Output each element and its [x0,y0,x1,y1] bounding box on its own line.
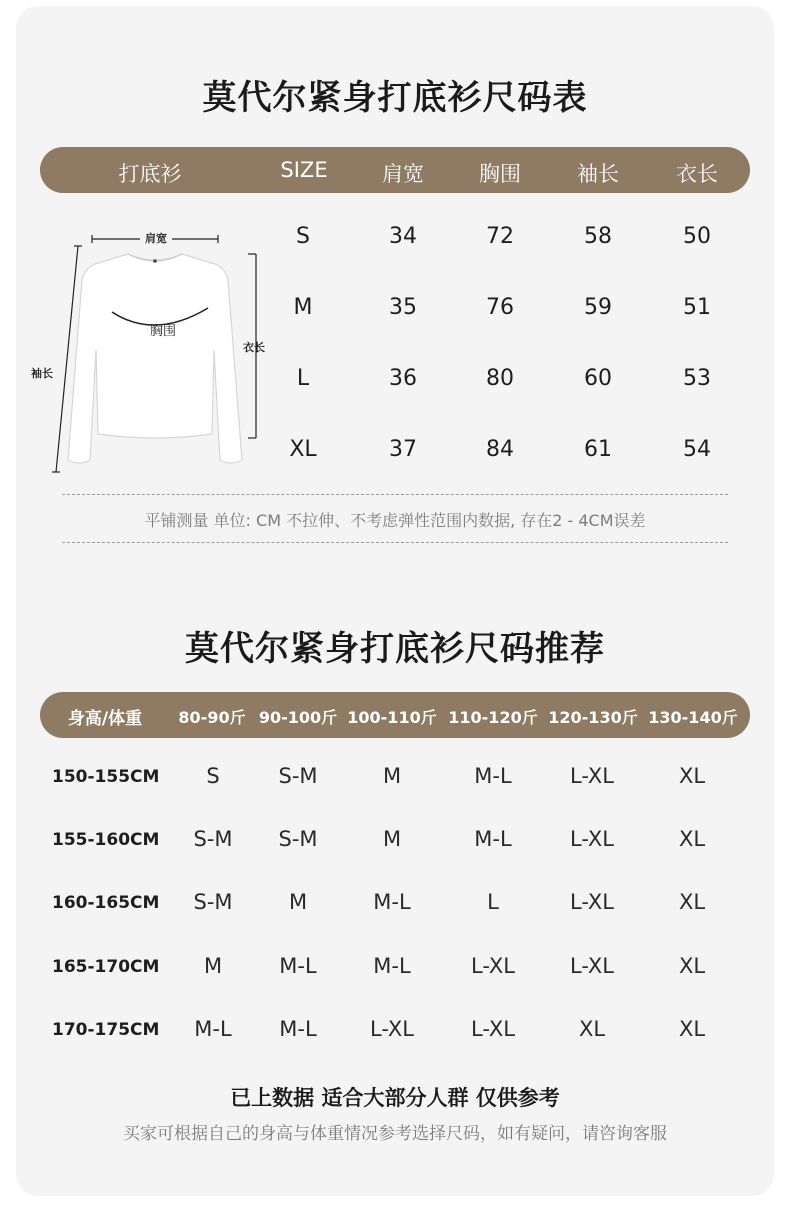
size-cell: XL [578,1017,606,1041]
size-cell: L-XL [570,827,614,851]
header-chest: 胸围 [479,162,521,186]
chest-value: 80 [486,366,514,391]
footer-disclaimer: 已上数据 适合大部分人群 仅供参考 [230,1086,560,1110]
height-label: 150-155CM [52,767,160,787]
footer-advice: 买家可根据自己的身高与体重情况参考选择尺码，如有疑问，请咨询客服 [123,1124,667,1144]
size-cell: M [382,827,402,851]
header-garment: 打底衫 [118,162,182,186]
chest-value: 84 [486,437,514,462]
header-weight: 110-120斤 [448,708,538,727]
size-value: L [296,366,310,391]
size-cell: L-XL [370,1017,414,1041]
height-label: 170-175CM [52,1020,160,1040]
size-cell: L-XL [471,1017,515,1041]
measurement-note: 平铺测量 单位: CM 不拉伸、不考虑弹性范围内数据, 存在2 - 4CM误差 [144,511,646,530]
header-weight: 90-100斤 [258,708,338,727]
size-cell: L [487,890,499,914]
size-cell: XL [678,954,706,978]
sleeve-value: 59 [584,295,612,320]
size-cell: XL [678,1017,706,1041]
size-cell: XL [678,827,706,851]
size-cell: XL [678,764,706,788]
size-cell: S [206,764,220,788]
size-cell: XL [678,890,706,914]
header-length: 衣长 [676,162,718,186]
size-value: XL [289,437,317,462]
height-label: 160-165CM [52,893,160,913]
length-value: 53 [683,366,711,391]
height-label: 165-170CM [52,957,160,977]
garment-diagram [20,220,282,480]
size-cell: M [203,954,223,978]
size-cell: M-L [474,827,512,851]
height-label: 155-160CM [52,830,160,850]
size-cell: M-L [279,954,317,978]
shoulder-label: 肩宽 [145,232,167,245]
size-cell: M-L [279,1017,317,1041]
header-weight: 120-130斤 [548,708,638,727]
header-height-weight: 身高/体重 [67,709,143,729]
size-cell: S-M [193,890,233,914]
shoulder-value: 34 [389,224,417,249]
header-weight: 80-90斤 [178,708,246,727]
shoulder-value: 35 [389,295,417,320]
length-value: 51 [683,295,711,320]
size-cell: S-M [193,827,233,851]
header-sleeve: 袖长 [577,162,619,186]
shoulder-value: 37 [389,437,417,462]
size-cell: M-L [373,890,411,914]
size-cell: L-XL [471,954,515,978]
size-chart-header-bar [40,147,750,193]
sleeve-value: 58 [584,224,612,249]
header-shoulder: 肩宽 [382,162,424,186]
header-size: SIZE [280,158,328,182]
length-value: 54 [683,437,711,462]
size-cell: S-M [278,827,318,851]
size-cell: M-L [373,954,411,978]
recommend-title: 莫代尔紧身打底衫尺码推荐 [185,629,605,669]
chest-label: 胸围 [149,324,177,339]
length-label: 衣长 [243,341,265,354]
size-cell: L-XL [570,764,614,788]
size-chart-title: 莫代尔紧身打底衫尺码表 [202,78,588,118]
size-cell: M [382,764,402,788]
sleeve-value: 60 [584,366,612,391]
chest-value: 72 [486,224,514,249]
sleeve-value: 61 [584,437,612,462]
shoulder-value: 36 [389,366,417,391]
size-cell: L-XL [570,890,614,914]
tshirt-illustration [20,220,282,480]
recommend-header-bar [40,692,750,738]
size-cell: M-L [474,764,512,788]
size-cell: L-XL [570,954,614,978]
sleeve-label: 袖长 [31,367,53,380]
size-cell: M-L [194,1017,232,1041]
divider [62,542,728,543]
size-cell: M [288,890,308,914]
header-weight: 100-110斤 [347,708,437,727]
length-value: 50 [683,224,711,249]
header-weight: 130-140斤 [648,708,738,727]
chest-value: 76 [486,295,514,320]
divider [62,494,728,495]
size-cell: S-M [278,764,318,788]
size-value: M [293,295,313,320]
size-value: S [296,224,310,249]
